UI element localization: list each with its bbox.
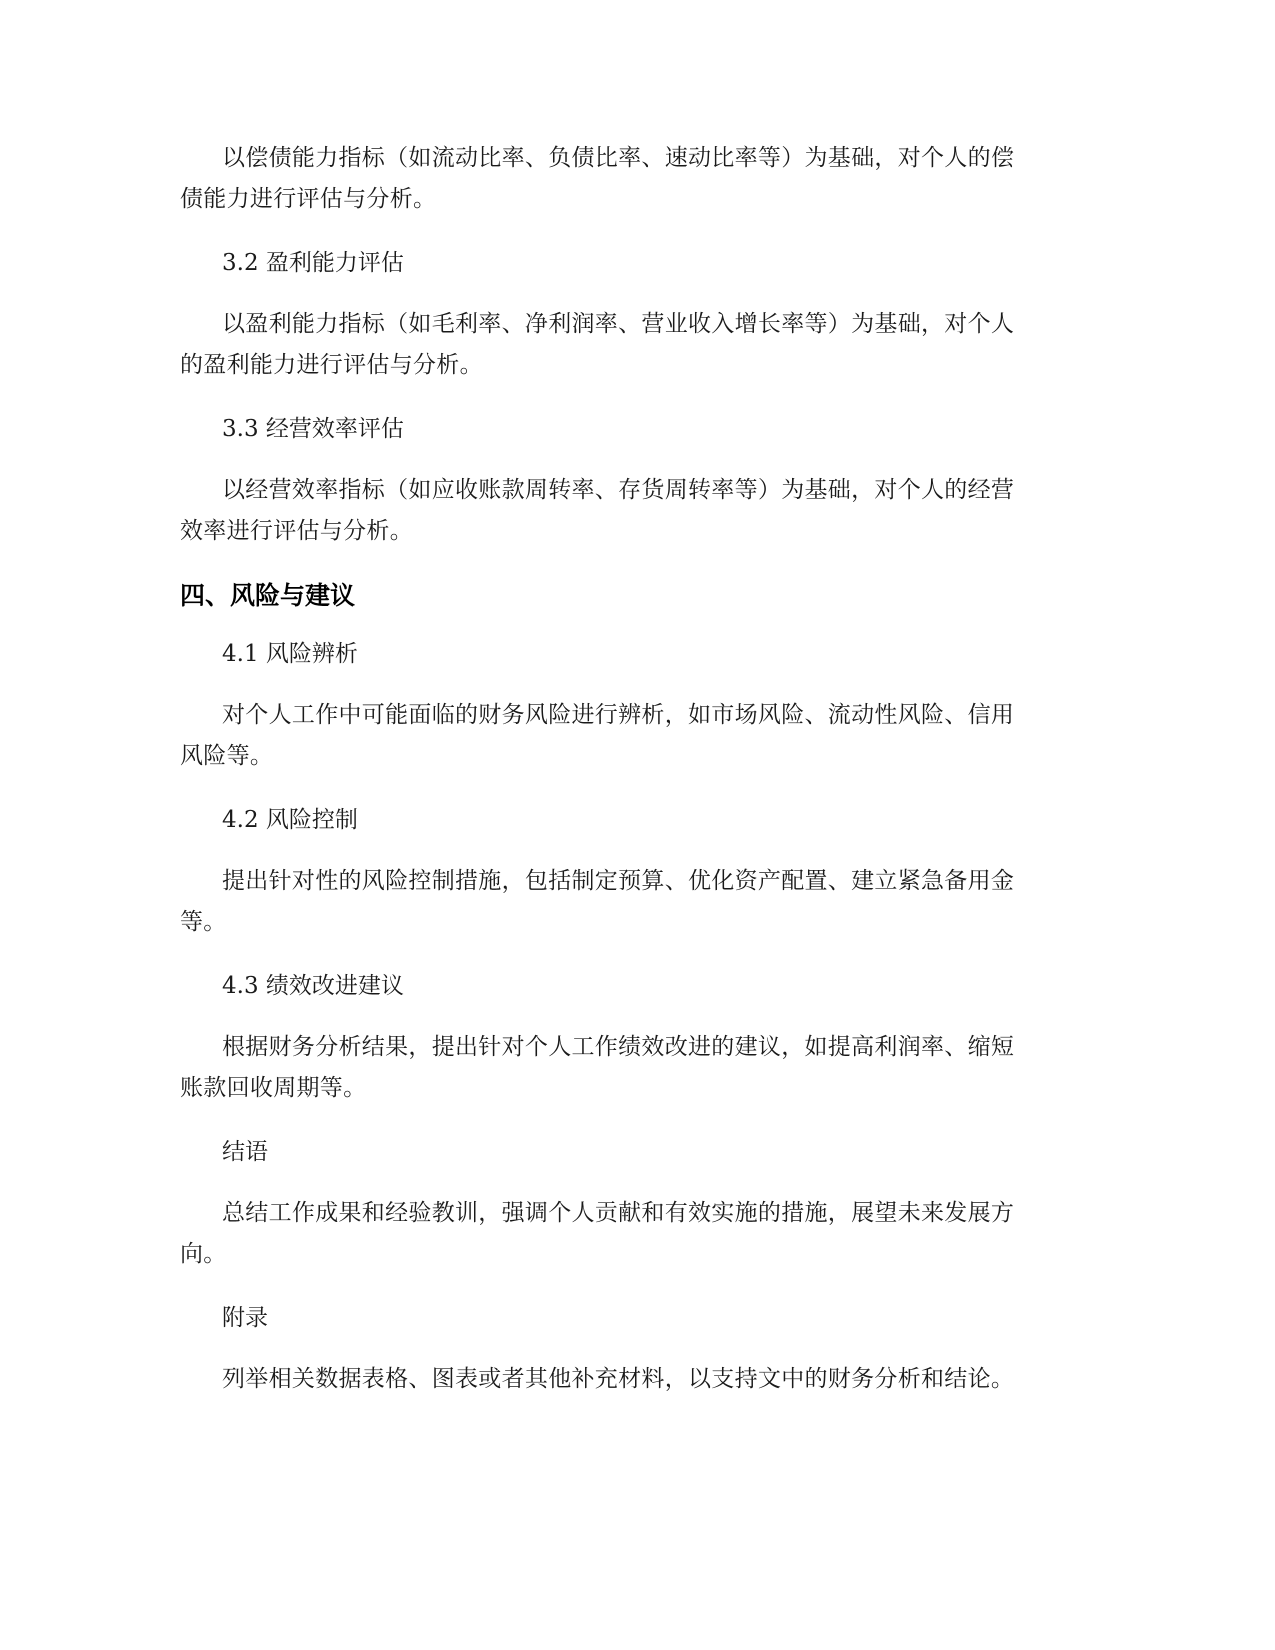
subheading-4-1: 4.1 风险辨析 <box>222 641 358 667</box>
paragraph-conclusion: 总结工作成果和经验教训，强调个人贡献和有效实施的措施，展望未来发展方向。 <box>180 1200 1015 1267</box>
document-page <box>180 138 1030 1423</box>
paragraph-risk-identification: 对个人工作中可能面临的财务风险进行辨析，如市场风险、流动性风险、信用风险等。 <box>180 702 1015 769</box>
subheading-conclusion: 结语 <box>222 1139 268 1165</box>
section-heading-4: 四、风险与建议 <box>180 581 356 610</box>
paragraph-profitability: 以盈利能力指标（如毛利率、净利润率、营业收入增长率等）为基础，对个人的盈利能力进行评估与分析。 <box>180 311 1015 378</box>
paragraph-appendix: 列举相关数据表格、图表或者其他补充材料，以支持文中的财务分析和结论。 <box>222 1366 1015 1392</box>
subheading-appendix: 附录 <box>222 1305 268 1331</box>
paragraph-solvency: 以偿债能力指标（如流动比率、负债比率、速动比率等）为基础，对个人的偿债能力进行评估与分析。 <box>180 145 1015 212</box>
paragraph-risk-control: 提出针对性的风险控制措施，包括制定预算、优化资产配置、建立紧急备用金等。 <box>180 868 1015 935</box>
paragraph-improvement: 根据财务分析结果，提出针对个人工作绩效改进的建议，如提高利润率、缩短账款回收周期等。 <box>180 1034 1015 1101</box>
subheading-4-2: 4.2 风险控制 <box>222 807 358 833</box>
subheading-4-3: 4.3 绩效改进建议 <box>222 973 404 999</box>
subheading-3-2: 3.2 盈利能力评估 <box>222 250 404 276</box>
paragraph-efficiency: 以经营效率指标（如应收账款周转率、存货周转率等）为基础，对个人的经营效率进行评估与分析。 <box>180 477 1015 544</box>
subheading-3-3: 3.3 经营效率评估 <box>222 416 404 442</box>
